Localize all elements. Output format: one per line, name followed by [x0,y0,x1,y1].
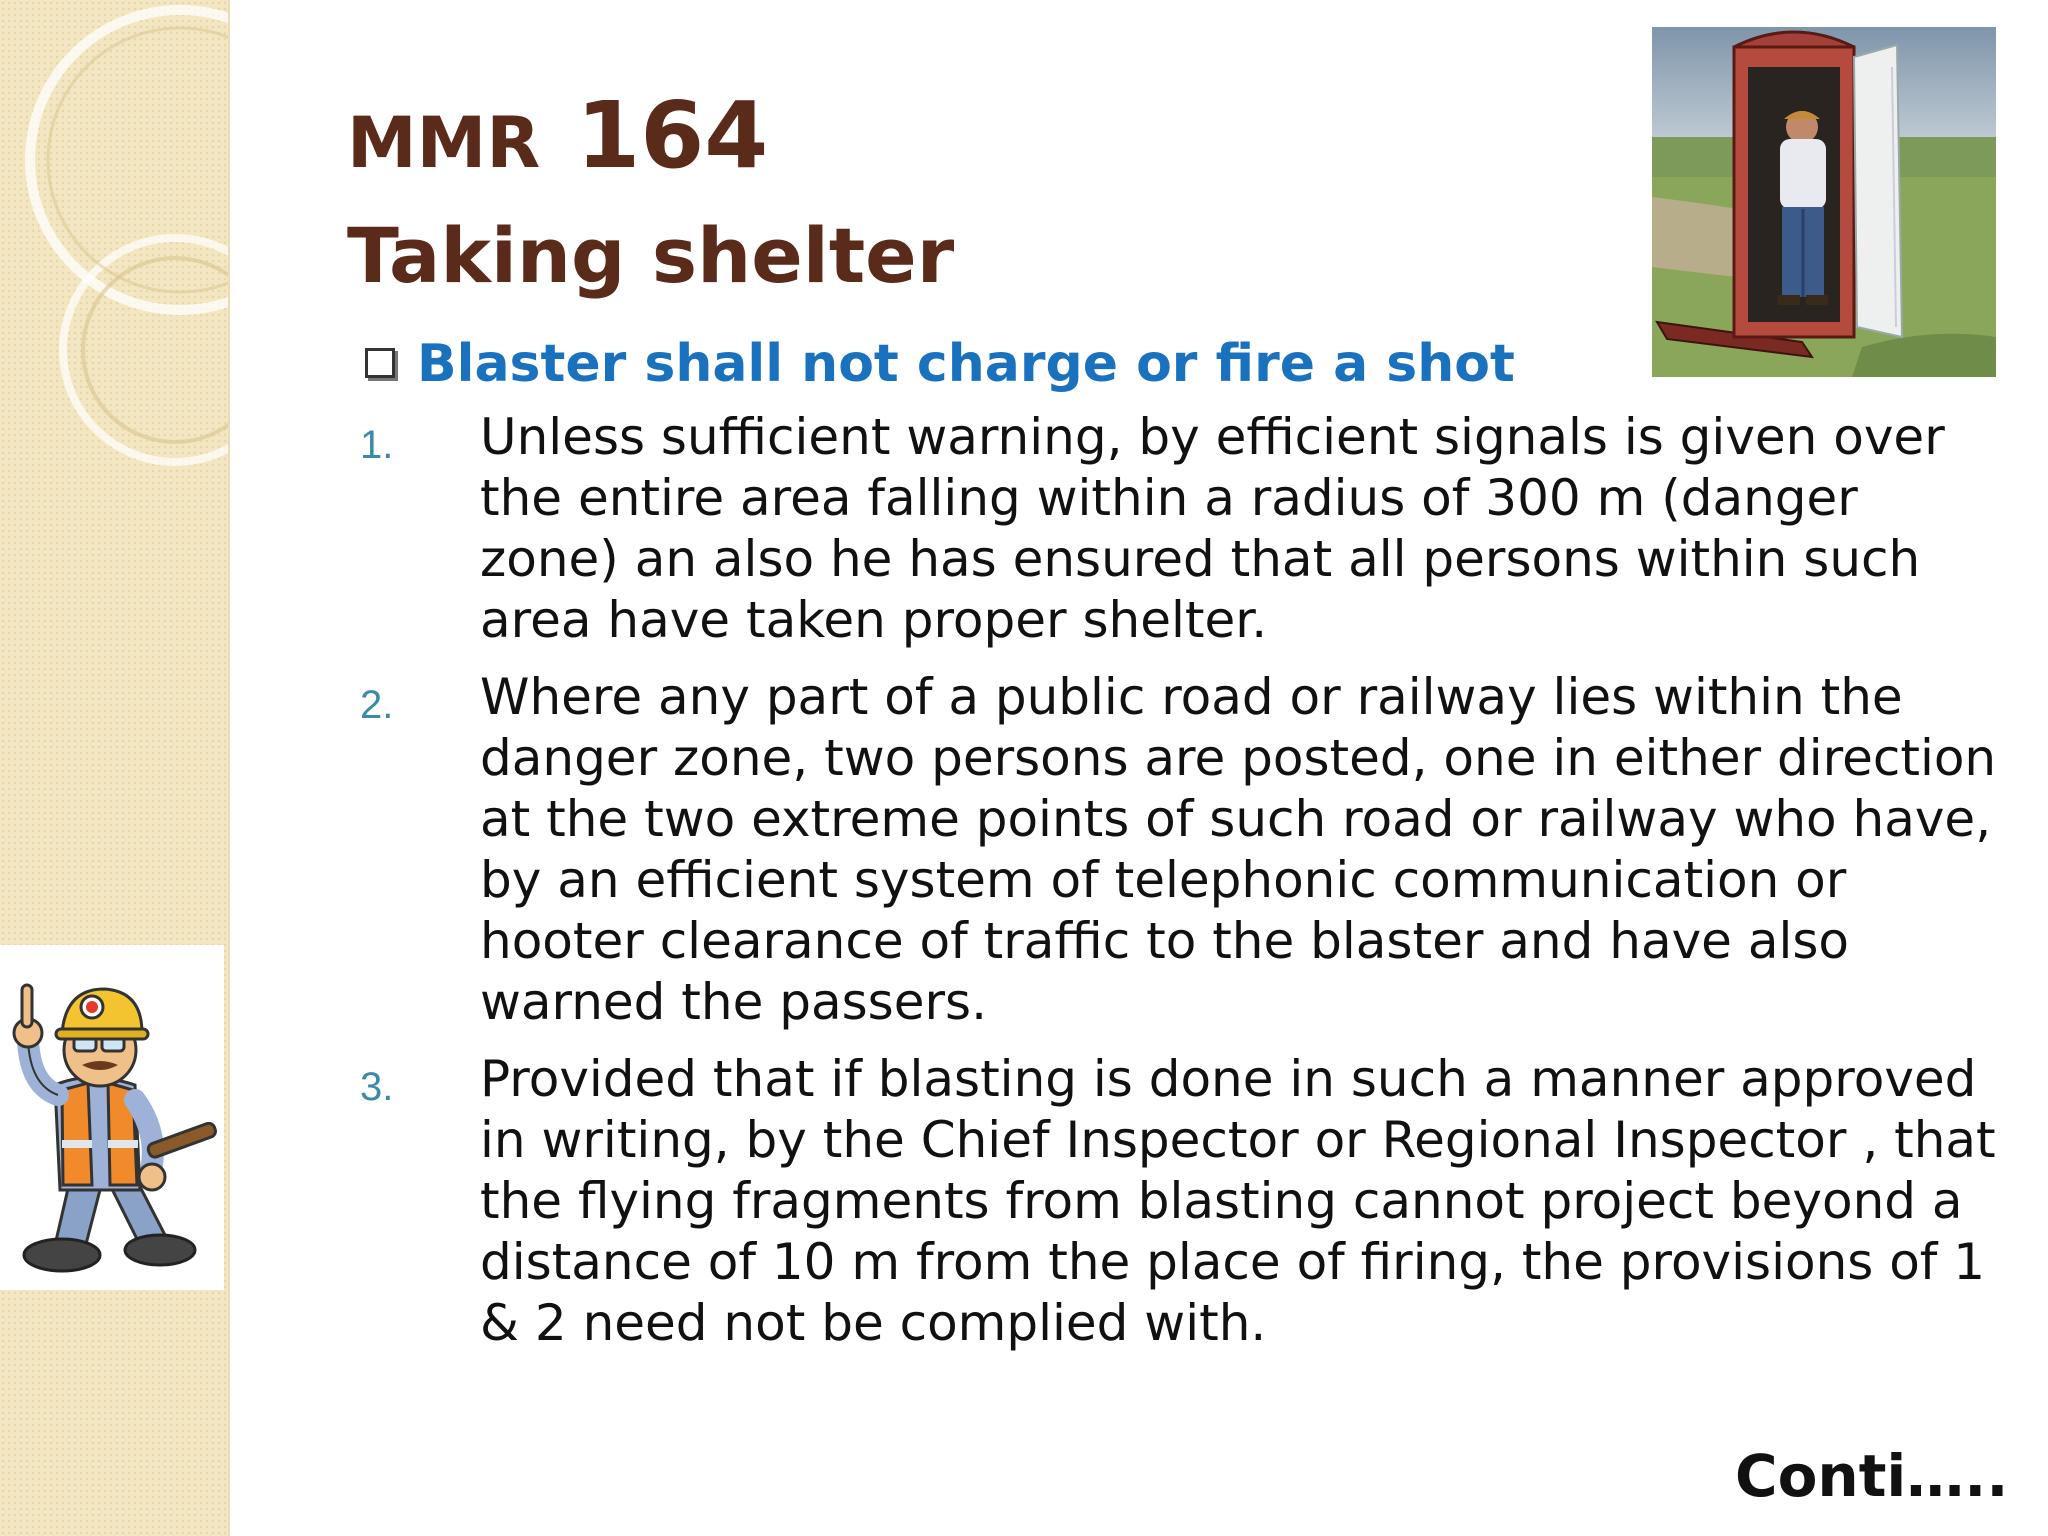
numbered-list [360,407,2000,1370]
checkbox-bullet-icon [365,348,395,378]
list-item-text: Unless sufficient warning, by efficient signals is given over the entire area falling within a radius of 300 m (danger zone) an also he has ensured that all persons within such area have taken proper shelter. [480,408,1945,649]
title-number: 164 [576,82,769,189]
subheading [365,330,1515,398]
list-item [360,407,2000,651]
sidebar-rings [0,0,228,1536]
list-item-text: Provided that if blasting is done in such a manner approved in writing, by the Chief Inspector or Regional Inspector , that the flying fragments from blasting cannot project beyond a distance of 10 m from the place of firing, the provisions of 1 & 2 need not be complied with. [480,1050,1996,1352]
title-code: MMR [347,102,541,184]
decorative-sidebar [0,0,230,1536]
subheading-text: Blaster shall not charge or fire a shot [417,334,1515,394]
list-item [360,667,2000,1033]
blast-shelter-photo [1652,27,1996,377]
list-item-text: Where any part of a public road or railway lies within the danger zone, two persons are posted, one in either direction at the two extreme points of such road or railway who have, by an efficient system of telephonic communication or hooter clearance of traffic to the blaster and have also warned the passers. [480,668,1997,1031]
continued-label: Conti….. [1735,1442,2009,1510]
page-subtitle: Taking shelter [347,211,955,300]
list-item-number: 3. [360,1065,394,1109]
miner-cartoon-icon [0,945,224,1290]
page-title [347,82,769,193]
list-item-number: 2. [360,683,394,727]
list-item-number: 1. [360,423,394,467]
list-item [360,1049,2000,1354]
